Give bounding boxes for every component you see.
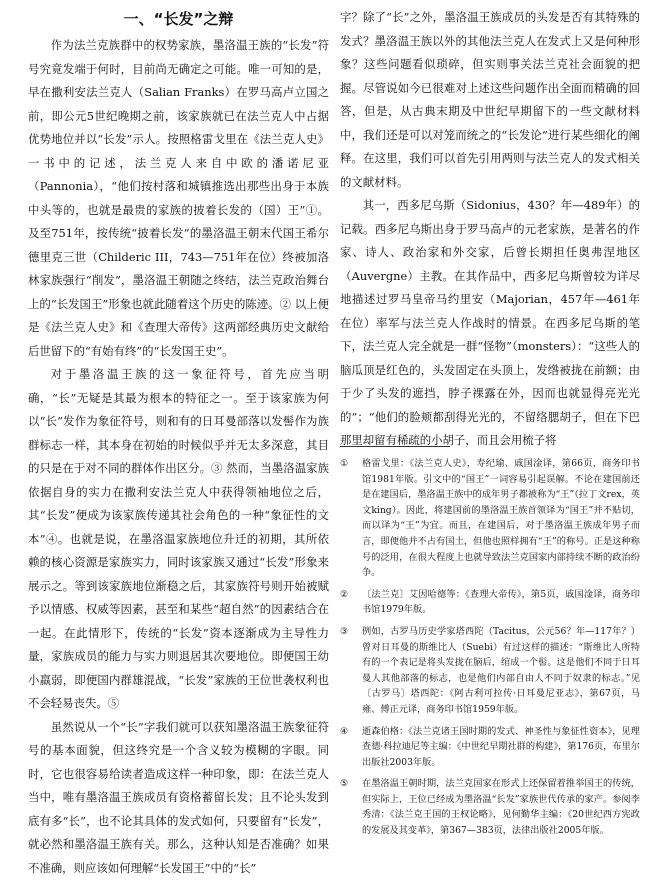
footnote-mark: ⑤ (340, 776, 362, 838)
footnote (340, 456, 640, 581)
footnote-divider (340, 446, 450, 447)
footnote-mark: ③ (340, 624, 362, 718)
footnote-text: 格雷戈里：《法兰克人史》，寿纪瑜、戚国淦译，第66页，商务印书馆1981年版。引文中的“国王”一词容易引起误解。不论在建国前还是在建国后，墨洛温王族中的成年男子都被称为“王”（拉丁文rex，英文king）。因此，将建国前的墨洛温王族首领译为“国王”并不贴切，而以译为“王”为宜。而且，在建国后，对于墨洛温王族成年男子而言，即便他并不占有国土，但他也照样拥有“王”的称号。正是这种称号的泛用，在很大程度上也就导致法兰克国家内部持续不断的政治纷争。 (362, 456, 640, 581)
footnote-mark: ① (340, 456, 362, 581)
right-column (340, 6, 640, 453)
footnote (340, 776, 640, 838)
body-paragraph: 其一，西多尼乌斯（Sidonius，430？年—489年）的记载。西多尼乌斯出身于罗马高卢的元老家族，是著名的作家、诗人、政治家和外交家，后曾长期担任奥弗涅地区（Auvergne）主教。在其作品中，西多尼乌斯曾较为详尽地描述过罗马皇帝马约里安（Majorian，457年—461年在位）率军与法兰克人作战时的情景。在西多尼乌斯的笔下，法兰克人完全就是一群“怪物”（monsters）：“这些人的脑瓜顶是红色的，头发固定在头顶上，发绺被拢在前额；由于少了头发的遮挡，脖子裸露在外，因而也就显得亮光光的”；“他们的脸颊都刮得光光的，不留络腮胡子，但在下巴那里却留有稀疏的小胡子，而且会用梳子将 (340, 194, 640, 453)
footnote-text: 例如，古罗马历史学家塔西陀（Tacitus，公元56？年—117年？）曾对日耳曼的斯维比人（Suebi）有过这样的描述：“斯维比人所特有的一个表记是将头发拢在脑后，绾成一个髻。这是他们不同于日耳曼人其他部落的标志，也是他们内部自由人不同于奴隶的标志。”见〔古罗马〕塔西陀：《阿古利可拉传·日耳曼尼亚志》，第67页，马雍、傅正元译，商务印书馆1959年版。 (362, 624, 640, 718)
footnote-text: 〔法兰克〕艾因哈德等：《查理大帝传》，第5页，戚国淦译，商务印书馆1979年版。 (362, 587, 640, 618)
footnote-text: 在墨洛温王朝时期，法兰克国家在形式上还保留着推举国王的传统，但实际上，王位已经成为墨洛温“长发”家族世代传承的家产。参阅李秀清：《法兰克王国的王权论略》，见何勤华主编：《20世纪西方宪政的发展及其变革》，第367—383页，法律出版社2005年版。 (362, 776, 640, 838)
footnote-mark: ④ (340, 724, 362, 771)
body-paragraph-continued: 字？除了“长”之外，墨洛温王族成员的头发是否有其特殊的发式？墨洛温王族以外的其他法兰克人在发式上又是何种形象？这些问题看似琐碎，但实则事关法兰克社会面貌的把握。尽管说如今已很难对上述这些问题作出全面而精确的回答，但是，从古典末期及中世纪早期留下的一些文献材料中，我们还是可以对笼而统之的“长发论”进行某些细化的阐释。在这里，我们可以首先引用两则与法兰克人的发式相关的文献材料。 (340, 6, 640, 194)
body-paragraph: 虽然说从一个“长”字我们就可以获知墨洛温王族象征符号的基本面貌，但这终究是一个含义较为模糊的字眼。同时，它也很容易给读者造成这样一种印象，即：在法兰克人当中，唯有墨洛温王族成员有资格蓄留长发；且不论头发到底有多“长”，也不论其具体的发式如何，只要留有“长发”，就必然和墨洛温王族有关。那么，这种认知是否准确？如果不准确，则应该如何理解“长发国王”中的“长” (28, 716, 329, 880)
footnote (340, 624, 640, 718)
left-column (28, 6, 329, 880)
footnote (340, 587, 640, 618)
body-paragraph: 作为法兰克族群中的权势家族，墨洛温王族的“长发”符号究竟发端于何时，目前尚无确定之可能。唯一可知的是，早在撒利安法兰克人（Salian Franks）在罗马高卢立国之前，即公元5世纪晚期之前，该家族就已在法兰克人中占据优势地位并以“长发”示人。按照格雷戈里在《法兰克人史》一书中的记述，法兰克人来自中欧的潘诺尼亚（Pannonia），“他们按村落和城镇推选出那些出身于本族中头等的，也就是最贵的家族的披着长发的（国）王”①。及至751年，按传统“披着长发”的墨洛温王朝末代国王希尔德里克三世（Childeric III，743—751年在位）终被加洛林家族强行“削发”，墨洛温王朝随之终结，法兰克政治舞台上的“长发国王”形象也就此随着这个历史的陈迹。② 以上便是《法兰克人史》和《查理大帝传》这两部经典历史文献给后世留下的“有始有终”的“长发国王史”。 (28, 34, 329, 363)
section-heading: 一、“长发”之辩 (28, 6, 329, 32)
footnote (340, 724, 640, 771)
footnote-mark: ② (340, 587, 362, 618)
body-paragraph: 对于墨洛温王族的这一象征符号，首先应当明确，“长”无疑是其最为根本的特征之一。至于该家族为何以“长”发作为象征符号，则和有的日耳曼部落以发髻作为族群标志一样，其本身在初始的时候似乎并无太多深意，其目的只是在于对不同的群体作出区分。③ 然而，当墨洛温家族依据自身的实力在撒利安法兰克人中获得领袖地位之后，其“长发”便成为该家族传递其社会角色的一种“象征性的文本”④。也就是说，在墨洛温家族地位升迁的初期，其所依赖的核心资源是家族实力，同时该家族又通过“长发”形象来展示之。等到该家族地位渐稳之后，其家族符号则开始被赋予以情感、权威等因素，甚至和某些“超自然”的因素结合在一起。在此情形下，传统的“长发”资本逐渐成为主导性力量，家族成员的能力与实力则退居其次要地位。即便国王幼小羸弱，即便国内群雄混战，“长发”家族的王位世袭权利也不会轻易丧失。⑤ (28, 363, 329, 716)
footnotes (340, 456, 640, 845)
footnote-text: 逝森伯格：《法兰克诸王国时期的发式、神圣性与象征性资本》，见理查德·科拉迪尼等主编：《中世纪早期社群的构建》，第176页，布里尔出版社2003年版。 (362, 724, 640, 771)
